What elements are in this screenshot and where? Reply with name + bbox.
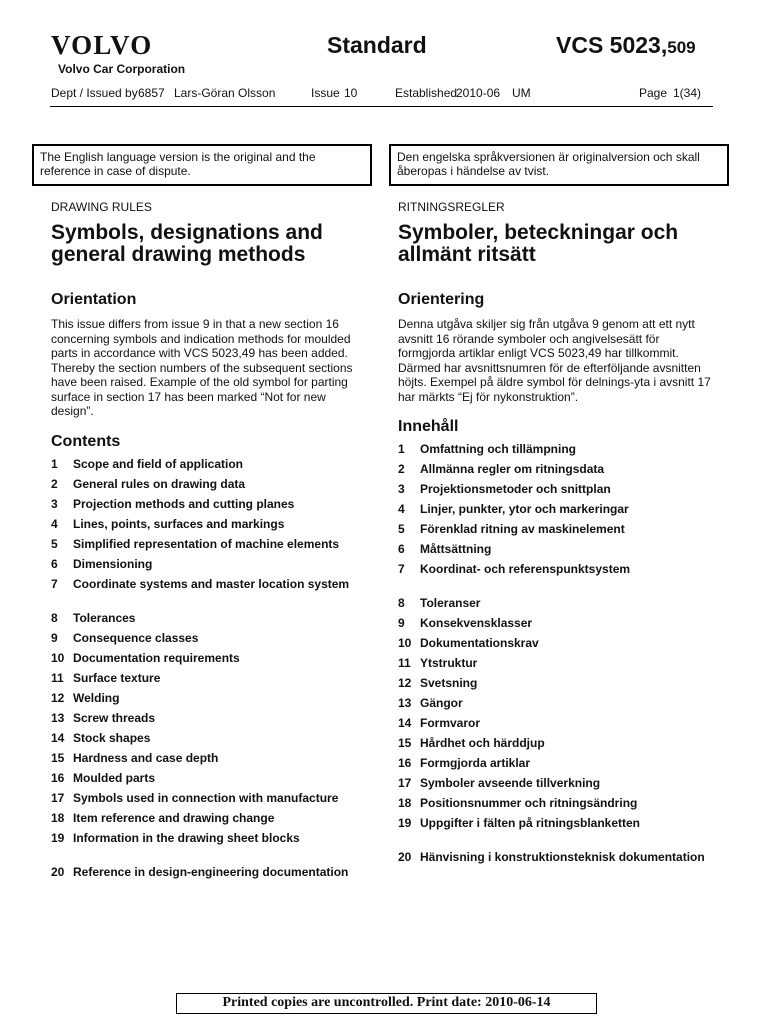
- toc-item[interactable]: [398, 816, 718, 850]
- toc-label: Omfattning och tillämpning: [420, 442, 576, 456]
- contents-heading: Innehåll: [398, 418, 459, 435]
- table-of-contents: [398, 442, 718, 884]
- toc-number: 12: [51, 690, 65, 705]
- toc-number: 2: [51, 476, 58, 491]
- company-name: Volvo Car Corporation: [58, 62, 186, 76]
- toc-item[interactable]: [51, 751, 371, 771]
- toc-item[interactable]: [398, 676, 718, 696]
- toc-item[interactable]: [51, 517, 371, 537]
- toc-number: 12: [398, 676, 412, 690]
- toc-label: Svetsning: [420, 676, 478, 690]
- toc-item[interactable]: [51, 651, 371, 671]
- toc-label: Positionsnummer och ritningsändring: [420, 796, 638, 810]
- toc-item[interactable]: [398, 636, 718, 656]
- orientation-heading: Orientering: [398, 291, 485, 308]
- toc-label: Förenklad ritning av maskinelement: [420, 522, 625, 536]
- toc-item[interactable]: [398, 756, 718, 776]
- toc-number: 20: [398, 850, 412, 864]
- issued-by: Lars-Göran Olsson: [174, 86, 276, 100]
- toc-item[interactable]: [398, 696, 718, 716]
- toc-number: 8: [398, 596, 405, 610]
- volvo-logo: VOLVO: [51, 30, 153, 60]
- toc-number: 18: [398, 796, 412, 810]
- toc-item[interactable]: [51, 477, 371, 497]
- page-number: 1(34): [673, 86, 702, 100]
- toc-number: 13: [398, 696, 412, 710]
- toc-label: Måttsättning: [420, 542, 492, 556]
- toc-label: Hårdhet och härddjup: [420, 736, 545, 750]
- toc-number: 11: [398, 656, 411, 670]
- header-divider: [50, 106, 713, 107]
- toc-item[interactable]: [398, 616, 718, 636]
- toc-item[interactable]: [398, 502, 718, 522]
- print-notice: Printed copies are uncontrolled. Print date: 2010-06-14: [176, 993, 597, 1014]
- toc-number: 9: [398, 616, 405, 630]
- toc-label: Stock shapes: [73, 730, 151, 745]
- established-label: Established: [395, 86, 458, 100]
- toc-number: 3: [398, 482, 405, 496]
- toc-item[interactable]: [51, 537, 371, 557]
- toc-item[interactable]: [51, 711, 371, 731]
- toc-label: Documentation requirements: [73, 650, 240, 665]
- toc-label: Tolerances: [73, 610, 136, 625]
- orientation-text: Denna utgåva skiljer sig från utgåva 9 genom att ett nytt avsnitt 16 rörande symboler och angivelsesätt för formgjorda artiklar enligt VCS 5023,49 har tillkommit. Därmed har avsnittsnumren för de efterföljande avsnitten höjts. Exempel på äldre symbol för delnings-yta i avsnitt 17 har märkts “Ej för nykonstruktion”.: [398, 317, 711, 404]
- toc-item[interactable]: [398, 462, 718, 482]
- language-notice-sv: Den engelska språkversionen är originalversion och skall åberopas i händelse av tvist.: [389, 144, 729, 186]
- toc-label: Surface texture: [73, 670, 161, 685]
- toc-number: 6: [51, 556, 58, 571]
- toc-label: Linjer, punkter, ytor och markeringar: [420, 502, 629, 516]
- toc-number: 18: [51, 810, 65, 825]
- toc-label: Allmänna regler om ritningsdata: [420, 462, 605, 476]
- toc-item[interactable]: [51, 577, 371, 611]
- toc-item[interactable]: [51, 791, 371, 811]
- toc-label: Symboler avseende tillverkning: [420, 776, 601, 790]
- toc-number: 9: [51, 630, 58, 645]
- toc-label: Information in the drawing sheet blocks: [73, 830, 300, 845]
- document-type: Standard: [327, 32, 427, 58]
- toc-item[interactable]: [398, 736, 718, 756]
- table-of-contents: [51, 457, 371, 899]
- toc-label: Toleranser: [420, 596, 481, 610]
- toc-label: General rules on drawing data: [73, 476, 246, 491]
- toc-item[interactable]: [51, 771, 371, 791]
- toc-number: 7: [51, 576, 58, 591]
- toc-label: Konsekvensklasser: [420, 616, 533, 630]
- toc-item[interactable]: [51, 497, 371, 517]
- toc-item[interactable]: [398, 562, 718, 596]
- toc-number: 1: [51, 456, 58, 471]
- page-label: Page: [639, 86, 668, 100]
- toc-item[interactable]: [51, 731, 371, 751]
- established-extra: UM: [512, 86, 531, 100]
- toc-number: 16: [51, 770, 65, 785]
- toc-item[interactable]: [398, 656, 718, 676]
- toc-item[interactable]: [51, 631, 371, 651]
- dept-code: 6857: [138, 86, 165, 100]
- toc-label: Item reference and drawing change: [73, 810, 275, 825]
- toc-label: Projection methods and cutting planes: [73, 496, 295, 511]
- dept-label: Dept / Issued by: [51, 86, 138, 100]
- toc-item[interactable]: [398, 776, 718, 796]
- toc-number: 19: [51, 830, 65, 845]
- toc-label: Scope and field of application: [73, 456, 244, 471]
- toc-item[interactable]: [398, 850, 718, 884]
- toc-label: Coordinate systems and master location system: [73, 576, 350, 591]
- document-title: Symbols, designations and general drawing methods: [51, 221, 323, 266]
- toc-number: 17: [398, 776, 412, 790]
- toc-number: 1: [398, 442, 405, 456]
- toc-number: 15: [398, 736, 412, 750]
- toc-item[interactable]: [51, 611, 371, 631]
- toc-label: Lines, points, surfaces and markings: [73, 516, 285, 531]
- toc-label: Consequence classes: [73, 630, 199, 645]
- toc-label: Formvaror: [420, 716, 481, 730]
- toc-label: Gängor: [420, 696, 463, 710]
- toc-number: 15: [51, 750, 65, 765]
- toc-label: Koordinat- och referenspunktsystem: [420, 562, 631, 576]
- toc-label: Symbols used in connection with manufacture: [73, 790, 339, 805]
- document-title: Symboler, beteckningar och allmänt ritsätt: [398, 221, 679, 266]
- toc-item[interactable]: [51, 671, 371, 691]
- toc-label: Simplified representation of machine elements: [73, 536, 340, 551]
- document-number: [556, 31, 696, 62]
- document-number-suffix: 509: [667, 38, 696, 57]
- toc-number: 4: [398, 502, 405, 516]
- toc-number: 3: [51, 496, 58, 511]
- established-value: 2010-06: [456, 86, 501, 100]
- orientation-text: This issue differs from issue 9 in that a new section 16 concerning symbols and indication methods for moulded parts in accordance with VCS 5023,49 has been added. Thereby the section numbers of the subsequent sections have been raised. Example of the old symbol for parting surface in section 17 has been marked “Not for new design”.: [51, 317, 353, 418]
- toc-item[interactable]: [398, 522, 718, 542]
- toc-number: 7: [398, 562, 405, 576]
- toc-label: Screw threads: [73, 710, 156, 725]
- toc-number: 16: [398, 756, 412, 770]
- toc-label: Formgjorda artiklar: [420, 756, 531, 770]
- toc-label: Dokumentationskrav: [420, 636, 539, 650]
- toc-item[interactable]: [398, 716, 718, 736]
- toc-label: Hänvisning i konstruktionsteknisk dokumentation: [420, 850, 705, 864]
- toc-number: 14: [51, 730, 65, 745]
- toc-number: 19: [398, 816, 412, 830]
- toc-number: 6: [398, 542, 405, 556]
- toc-item[interactable]: [398, 542, 718, 562]
- toc-label: Uppgifter i fälten på ritningsblanketten: [420, 816, 641, 830]
- toc-item[interactable]: [51, 865, 371, 899]
- toc-number: 5: [398, 522, 405, 536]
- toc-item[interactable]: [398, 482, 718, 502]
- toc-item[interactable]: [51, 691, 371, 711]
- toc-item[interactable]: [51, 811, 371, 831]
- toc-item[interactable]: [398, 442, 718, 462]
- toc-number: 5: [51, 536, 58, 551]
- category-label: RITNINGSREGLER: [398, 200, 505, 214]
- toc-item[interactable]: [51, 557, 371, 577]
- category-label: DRAWING RULES: [51, 200, 152, 214]
- toc-number: 10: [398, 636, 412, 650]
- toc-number: 10: [51, 650, 65, 665]
- toc-label: Dimensioning: [73, 556, 153, 571]
- contents-heading: Contents: [51, 432, 121, 450]
- toc-label: Moulded parts: [73, 770, 156, 785]
- toc-label: Reference in design-engineering documentation: [73, 864, 349, 879]
- toc-number: 14: [398, 716, 412, 730]
- document-number-main: VCS 5023,: [556, 32, 668, 58]
- language-notice-en: The English language version is the original and the reference in case of dispute.: [32, 144, 372, 186]
- toc-item[interactable]: [398, 596, 718, 616]
- toc-number: 11: [51, 670, 64, 685]
- toc-number: 4: [51, 516, 58, 531]
- toc-item[interactable]: [398, 796, 718, 816]
- toc-item[interactable]: [51, 831, 371, 865]
- orientation-heading: Orientation: [51, 291, 137, 308]
- toc-label: Hardness and case depth: [73, 750, 219, 765]
- toc-label: Ytstruktur: [420, 656, 478, 670]
- toc-label: Projektionsmetoder och snittplan: [420, 482, 611, 496]
- toc-number: 8: [51, 610, 58, 625]
- toc-number: 13: [51, 710, 65, 725]
- toc-number: 20: [51, 864, 65, 879]
- english-column: [51, 200, 371, 899]
- toc-item[interactable]: [51, 457, 371, 477]
- toc-number: 17: [51, 790, 65, 805]
- issue-label: Issue: [311, 86, 340, 100]
- swedish-column: [398, 200, 718, 884]
- issue-value: 10: [344, 86, 358, 100]
- toc-label: Welding: [73, 690, 120, 705]
- toc-number: 2: [398, 462, 405, 476]
